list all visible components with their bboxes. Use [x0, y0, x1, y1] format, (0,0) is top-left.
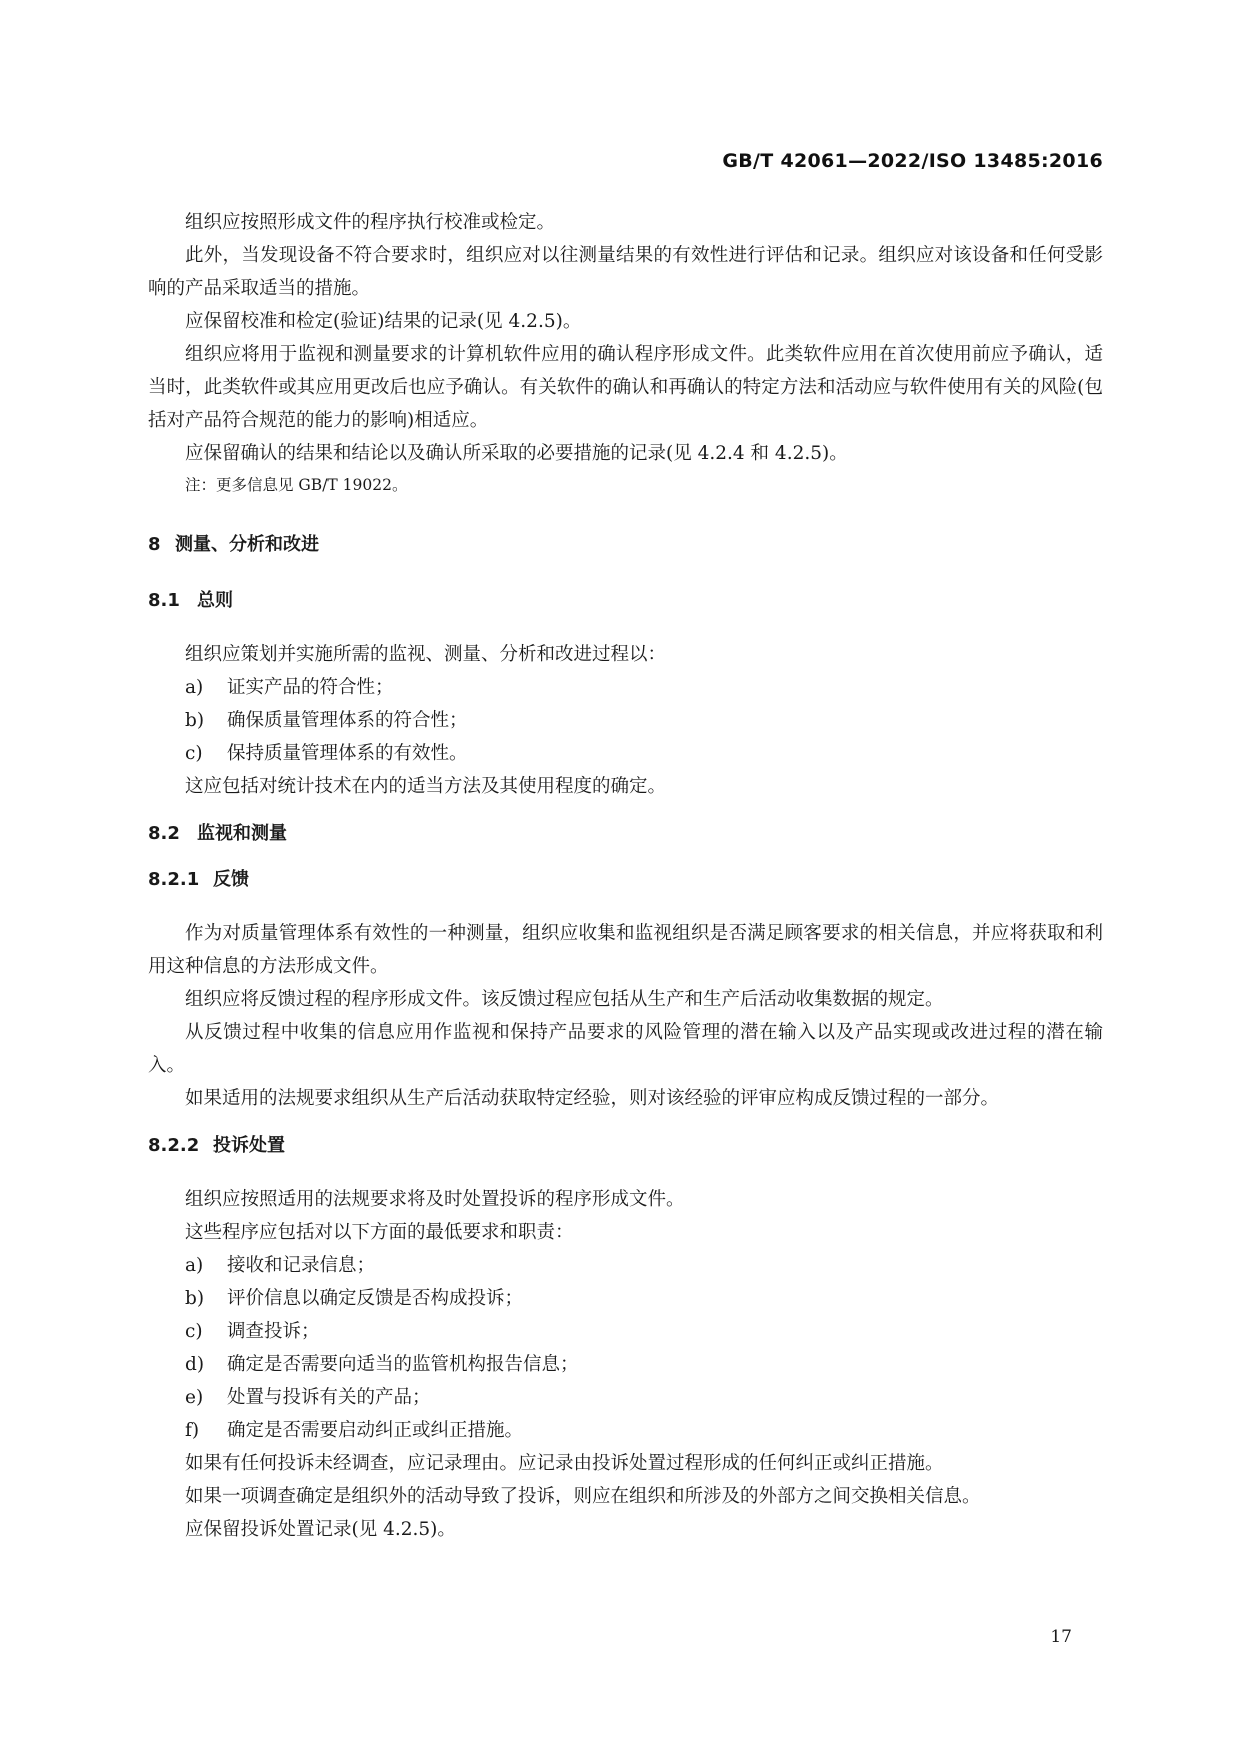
- paragraph: 如果适用的法规要求组织从生产后活动获取特定经验，则对该经验的评审应构成反馈过程的一部分。: [185, 1088, 1000, 1109]
- section-title: 测量、分析和改进: [175, 534, 319, 555]
- list-item: [148, 737, 1103, 770]
- note: 注：更多信息见 GB/T 19022。: [185, 476, 408, 494]
- list-text: 评价信息以确定反馈是否构成投诉；: [227, 1288, 524, 1309]
- list-text: 接收和记录信息；: [227, 1255, 376, 1276]
- section-8-2-1-heading: [148, 865, 1103, 895]
- section-title: 总则: [197, 590, 233, 611]
- paragraph: 组织应策划并实施所需的监视、测量、分析和改进过程以：: [185, 644, 667, 665]
- list-label: f): [185, 1420, 200, 1441]
- paragraph: 应保留校准和检定(验证)结果的记录(见 4.2.5)。: [185, 311, 582, 332]
- section-8-2-heading: [148, 819, 1103, 849]
- list-label: b): [185, 710, 205, 731]
- paragraph: 这些程序应包括对以下方面的最低要求和职责：: [185, 1222, 574, 1243]
- list-item: [148, 1282, 1103, 1315]
- section-8-2-2-heading: [148, 1131, 1103, 1161]
- list-item: [148, 1414, 1103, 1447]
- paragraph: 组织应按照形成文件的程序执行校准或检定。: [185, 212, 556, 233]
- paragraph: 作为对质量管理体系有效性的一种测量，组织应收集和监视组织是否满足顾客要求的相关信息，并应将获取和利用这种信息的方法形成文件。: [148, 923, 1103, 977]
- list-text: 调查投诉；: [227, 1321, 320, 1342]
- list-text: 保持质量管理体系的有效性。: [227, 743, 468, 764]
- list-label: a): [185, 677, 204, 698]
- section-8-1-heading: [148, 586, 1103, 616]
- paragraph: 如果一项调查确定是组织外的活动导致了投诉，则应在组织和所涉及的外部方之间交换相关信息。: [185, 1486, 981, 1507]
- list-label: a): [185, 1255, 204, 1276]
- section-title: 反馈: [213, 869, 249, 890]
- list-item: [148, 1381, 1103, 1414]
- paragraph: 组织应将用于监视和测量要求的计算机软件应用的确认程序形成文件。此类软件应用在首次使用前应予确认，适当时，此类软件或其应用更改后也应予确认。有关软件的确认和再确认的特定方法和活动应与软件使用有关的风险(包括对产品符合规范的能力的影响)相适应。: [148, 344, 1103, 431]
- paragraph: 如果有任何投诉未经调查，应记录理由。应记录由投诉处置过程形成的任何纠正或纠正措施。: [185, 1453, 944, 1474]
- list-text: 证实产品的符合性；: [227, 677, 394, 698]
- list-label: d): [185, 1354, 205, 1375]
- section-number: 8.2.1: [148, 869, 200, 890]
- section-number: 8: [148, 534, 161, 555]
- section-number: 8.2: [148, 823, 180, 844]
- section-number: 8.1: [148, 590, 180, 611]
- paragraph: 组织应按照适用的法规要求将及时处置投诉的程序形成文件。: [185, 1189, 685, 1210]
- section-title: 监视和测量: [197, 823, 287, 844]
- paragraph: 应保留投诉处置记录(见 4.2.5)。: [185, 1519, 456, 1540]
- list-label: b): [185, 1288, 205, 1309]
- paragraph: 从反馈过程中收集的信息应用作监视和保持产品要求的风险管理的潜在输入以及产品实现或改进过程的潜在输入。: [148, 1022, 1103, 1076]
- page-number: 17: [1050, 1627, 1072, 1647]
- list-item: [148, 1348, 1103, 1381]
- paragraph: 此外，当发现设备不符合要求时，组织应对以往测量结果的有效性进行评估和记录。组织应对该设备和任何受影响的产品采取适当的措施。: [148, 245, 1103, 299]
- list-text: 确定是否需要向适当的监管机构报告信息；: [227, 1354, 579, 1375]
- document-standard-id: GB/T 42061—2022/ISO 13485:2016: [722, 150, 1103, 172]
- list-item: [148, 1249, 1103, 1282]
- list-label: c): [185, 1321, 203, 1342]
- paragraph: 这应包括对统计技术在内的适当方法及其使用程度的确定。: [185, 776, 667, 797]
- section-title: 投诉处置: [213, 1135, 285, 1156]
- document-body: [148, 206, 1103, 1546]
- list-text: 处置与投诉有关的产品；: [227, 1387, 431, 1408]
- list-text: 确保质量管理体系的符合性；: [227, 710, 468, 731]
- list-item: [148, 1315, 1103, 1348]
- list-item: [148, 704, 1103, 737]
- list-label: c): [185, 743, 203, 764]
- section-number: 8.2.2: [148, 1135, 200, 1156]
- section-8-heading: [148, 530, 1103, 560]
- list-item: [148, 671, 1103, 704]
- list-text: 确定是否需要启动纠正或纠正措施。: [227, 1420, 524, 1441]
- list-label: e): [185, 1387, 204, 1408]
- paragraph: 组织应将反馈过程的程序形成文件。该反馈过程应包括从生产和生产后活动收集数据的规定。: [185, 989, 944, 1010]
- paragraph: 应保留确认的结果和结论以及确认所采取的必要措施的记录(见 4.2.4 和 4.2.5)。: [185, 443, 848, 464]
